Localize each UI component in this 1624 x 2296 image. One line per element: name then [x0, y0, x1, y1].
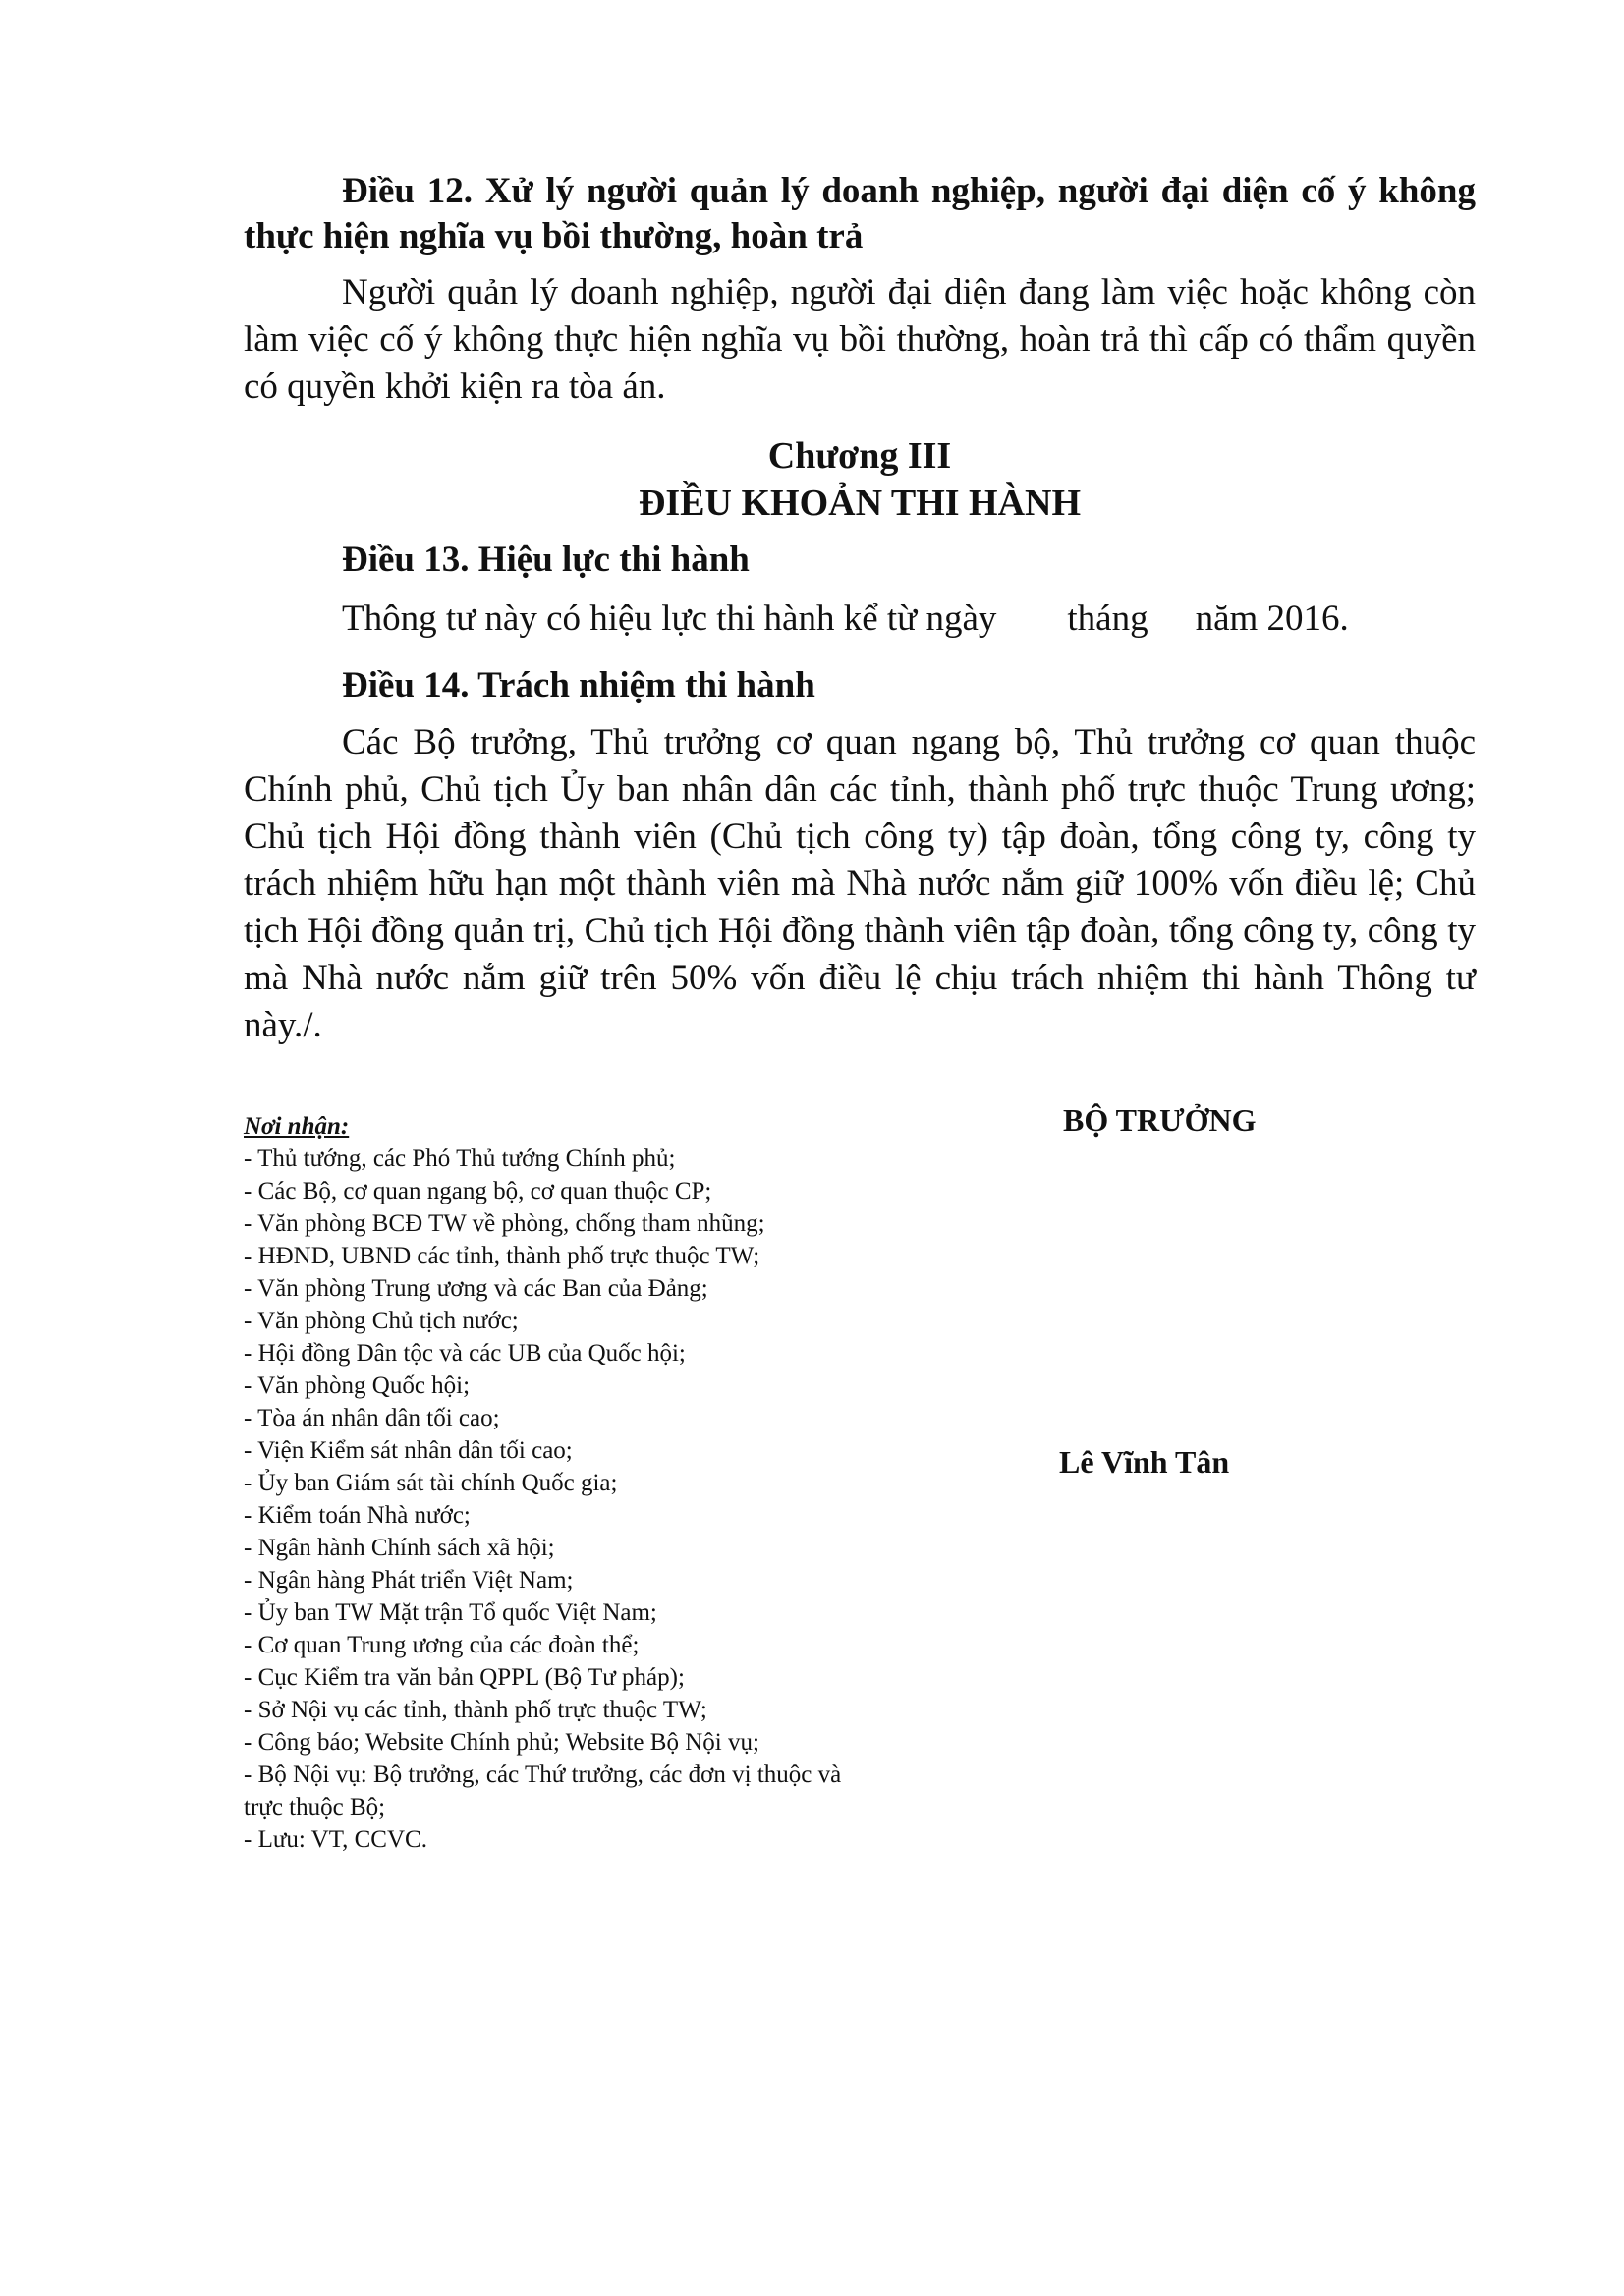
recipient-item: - Ủy ban Giám sát tài chính Quốc gia;	[244, 1470, 618, 1496]
recipient-item: - Viện Kiểm sát nhân dân tối cao;	[244, 1437, 573, 1464]
article-12-title	[244, 169, 1476, 259]
recipient-item: - Cục Kiểm tra văn bản QPPL (Bộ Tư pháp);	[244, 1664, 685, 1691]
recipient-item: - Văn phòng BCĐ TW về phòng, chống tham nhũng;	[244, 1210, 765, 1237]
recipient-item: - Văn phòng Trung ương và các Ban của Đảng;	[244, 1275, 708, 1302]
recipient-item: - HĐND, UBND các tỉnh, thành phố trực thuộc TW;	[244, 1243, 760, 1269]
recipient-item: - Cơ quan Trung ương của các đoàn thể;	[244, 1632, 640, 1658]
recipient-item: - Các Bộ, cơ quan ngang bộ, cơ quan thuộc CP;	[244, 1178, 712, 1204]
recipient-item: - Công báo; Website Chính phủ; Website Bộ Nội vụ;	[244, 1729, 759, 1756]
article-14	[244, 719, 1476, 1049]
recipient-item: - Văn phòng Chủ tịch nước;	[244, 1308, 519, 1334]
recipient-item: - Lưu: VT, CCVC.	[244, 1826, 427, 1853]
recipients-label: Nơi nhận:	[244, 1113, 350, 1140]
recipient-item: - Ngân hàng Phát triển Việt Nam;	[244, 1567, 574, 1594]
recipient-item: - Văn phòng Quốc hội;	[244, 1372, 471, 1399]
article-13-body-part3: năm 2016.	[1195, 598, 1349, 639]
article-13-title: Điều 13. Hiệu lực thi hành	[342, 539, 750, 580]
recipient-item: - Tòa án nhân dân tối cao;	[244, 1405, 500, 1431]
recipient-item: - Ủy ban TW Mặt trận Tổ quốc Việt Nam;	[244, 1599, 657, 1626]
article-12-title-text: Điều 12. Xử lý người quản lý doanh nghiệp, người đại diện cố ý không thực hiện nghĩa vụ bồi thường, hoàn trả	[244, 171, 1476, 256]
recipient-item: - Ngân hành Chính sách xã hội;	[244, 1535, 555, 1561]
signature-name: Lê Vĩnh Tân	[1059, 1444, 1230, 1480]
recipient-item: - Bộ Nội vụ: Bộ trưởng, các Thứ trưởng, các đơn vị thuộc và trực thuộc Bộ;	[244, 1762, 842, 1820]
article-12	[244, 169, 1476, 411]
recipient-item: - Kiểm toán Nhà nước;	[244, 1502, 471, 1529]
recipients-list	[244, 1110, 951, 1856]
article-13-body	[342, 597, 1349, 640]
article-14-title: Điều 14. Trách nhiệm thi hành	[342, 665, 815, 705]
chapter-name: ĐIỀU KHOẢN THI HÀNH	[638, 482, 1082, 524]
article-14-body: Các Bộ trưởng, Thủ trưởng cơ quan ngang bộ, Thủ trưởng cơ quan thuộc Chính phủ, Chủ tịch Ủy ban nhân dân các tỉnh, thành phố trực thuộc Trung ương; Chủ tịch Hội đồng thành viên (Chủ tịch công ty) tập đoàn, tổng công ty, công ty trách nhiệm hữu hạn một thành viên mà Nhà nước nắm giữ 100% vốn điều lệ; Chủ tịch Hội đồng quản trị, Chủ tịch Hội đồng thành viên tập đoàn, tổng công ty, công ty mà Nhà nước nắm giữ trên 50% vốn điều lệ chịu trách nhiệm thi hành Thông tư này./.	[244, 722, 1476, 1045]
signature-title: BỘ TRƯỞNG	[1063, 1102, 1257, 1138]
article-13-body-part1: Thông tư này có hiệu lực thi hành kể từ ngày	[342, 598, 997, 639]
recipient-item: - Thủ tướng, các Phó Thủ tướng Chính phủ;	[244, 1146, 676, 1172]
recipient-item: - Sở Nội vụ các tỉnh, thành phố trực thuộc TW;	[244, 1697, 707, 1723]
chapter-number: Chương III	[767, 435, 952, 476]
recipient-item: - Hội đồng Dân tộc và các UB của Quốc hội;	[244, 1340, 686, 1367]
article-12-body: Người quản lý doanh nghiệp, người đại diện đang làm việc hoặc không còn làm việc cố ý không thực hiện nghĩa vụ bồi thường, hoàn trả thì cấp có thẩm quyền có quyền khởi kiện ra tòa án.	[244, 272, 1476, 407]
article-13-body-part2: tháng	[1067, 598, 1148, 639]
